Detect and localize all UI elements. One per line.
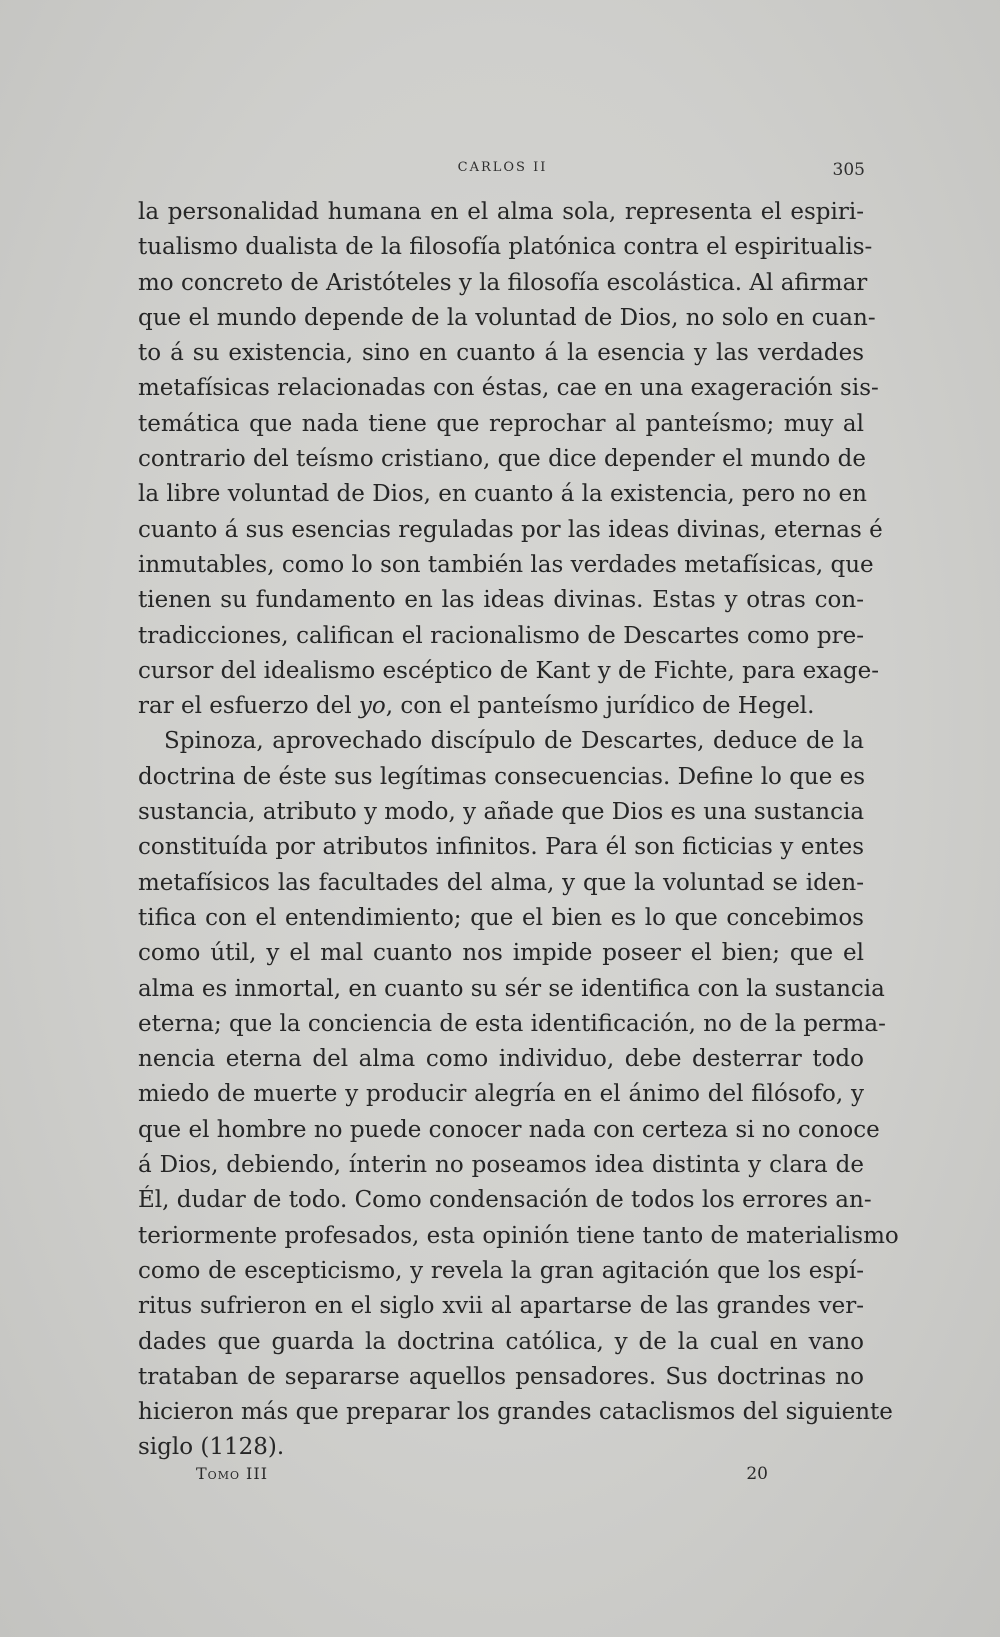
text-line: como de escepticismo, y revela la gran agitación que los espí-	[138, 1257, 864, 1284]
text-line: inmutables, como lo son también las verdades metafísicas, que	[138, 551, 874, 578]
text-line: temática que nada tiene que reprochar al panteísmo; muy al	[138, 410, 864, 437]
running-head: CARLOS II	[457, 160, 548, 175]
text-line: cuanto á sus esencias reguladas por las ideas divinas, eternas é	[138, 516, 883, 543]
text-line: nencia eterna del alma como individuo, debe desterrar todo	[138, 1046, 864, 1073]
text-line: trataban de separarse aquellos pensadores. Sus doctrinas no	[138, 1363, 864, 1390]
text-line: la libre voluntad de Dios, en cuanto á la existencia, pero no en	[138, 481, 867, 508]
page-number: 305	[832, 160, 865, 180]
text-line: hicieron más que preparar los grandes cataclismos del siguiente	[138, 1399, 893, 1426]
page-header	[140, 160, 865, 184]
text-line: contrario del teísmo cristiano, que dice depender el mundo de	[138, 446, 867, 473]
text-line: tienen su fundamento en las ideas divinas. Estas y otras con-	[138, 587, 864, 614]
italic-word: yo	[358, 693, 386, 720]
text-line: eterna; que la conciencia de esta identificación, no de la perma-	[138, 1010, 886, 1037]
text-line: metafísicos las facultades del alma, y que la voluntad se iden-	[138, 869, 864, 896]
text-line-paragraph-start: Spinoza, aprovechado discípulo de Descartes, deduce de la	[164, 728, 864, 755]
text-line: que el hombre no puede conocer nada con certeza si no conoce	[138, 1116, 880, 1143]
text-line-paragraph-end	[138, 689, 864, 724]
text-line: tradicciones, califican el racionalismo de Descartes como pre-	[138, 622, 864, 649]
text-line-paragraph-end: siglo (1128).	[138, 1434, 285, 1461]
text-line: como útil, y el mal cuanto nos impide poseer el bien; que el	[138, 940, 864, 967]
text-line: cursor del idealismo escéptico de Kant y de Fichte, para exage-	[138, 657, 879, 684]
text-line: alma es inmortal, en cuanto su sér se identifica con la sustancia	[138, 975, 885, 1002]
text-segment: , con el panteísmo jurídico de Hegel.	[385, 693, 815, 720]
text-line: tifica con el entendimiento; que el bien es lo que concebimos	[138, 904, 864, 931]
text-segment: rar el esfuerzo del	[138, 693, 359, 720]
volume-label: Tomo III	[196, 1464, 269, 1483]
text-line: metafísicas relacionadas con éstas, cae en una exageración sis-	[138, 375, 879, 402]
text-line: teriormente profesados, esta opinión tiene tanto de materialismo	[138, 1222, 899, 1249]
text-line: Él, dudar de todo. Como condensación de todos los errores an-	[138, 1187, 872, 1214]
text-line: la personalidad humana en el alma sola, representa el espiri-	[138, 199, 864, 225]
text-line: constituída por atributos infinitos. Para él son ficticias y entes	[138, 834, 864, 861]
text-line: miedo de muerte y producir alegría en el ánimo del filósofo, y	[138, 1081, 864, 1108]
text-line: á Dios, debiendo, ínterin no poseamos idea distinta y clara de	[138, 1152, 864, 1179]
text-line: doctrina de éste sus legítimas consecuencias. Define lo que es	[138, 763, 866, 790]
text-line: que el mundo depende de la voluntad de Dios, no solo en cuan-	[138, 304, 876, 331]
text-line: ritus sufrieron en el siglo xvii al apartarse de las grandes ver-	[138, 1293, 864, 1320]
text-line: dades que guarda la doctrina católica, y de la cual en vano	[138, 1328, 864, 1355]
body-text	[138, 195, 899, 1466]
page-footer	[196, 1464, 768, 1488]
signature-mark: 20	[746, 1464, 768, 1484]
text-line: mo concreto de Aristóteles y la filosofía escolástica. Al afirmar	[138, 269, 868, 296]
text-line: to á su existencia, sino en cuanto á la esencia y las verdades	[138, 340, 864, 367]
text-line: tualismo dualista de la filosofía platónica contra el espiritualis-	[138, 234, 873, 261]
text-line: sustancia, atributo y modo, y añade que Dios es una sustancia	[138, 799, 865, 826]
